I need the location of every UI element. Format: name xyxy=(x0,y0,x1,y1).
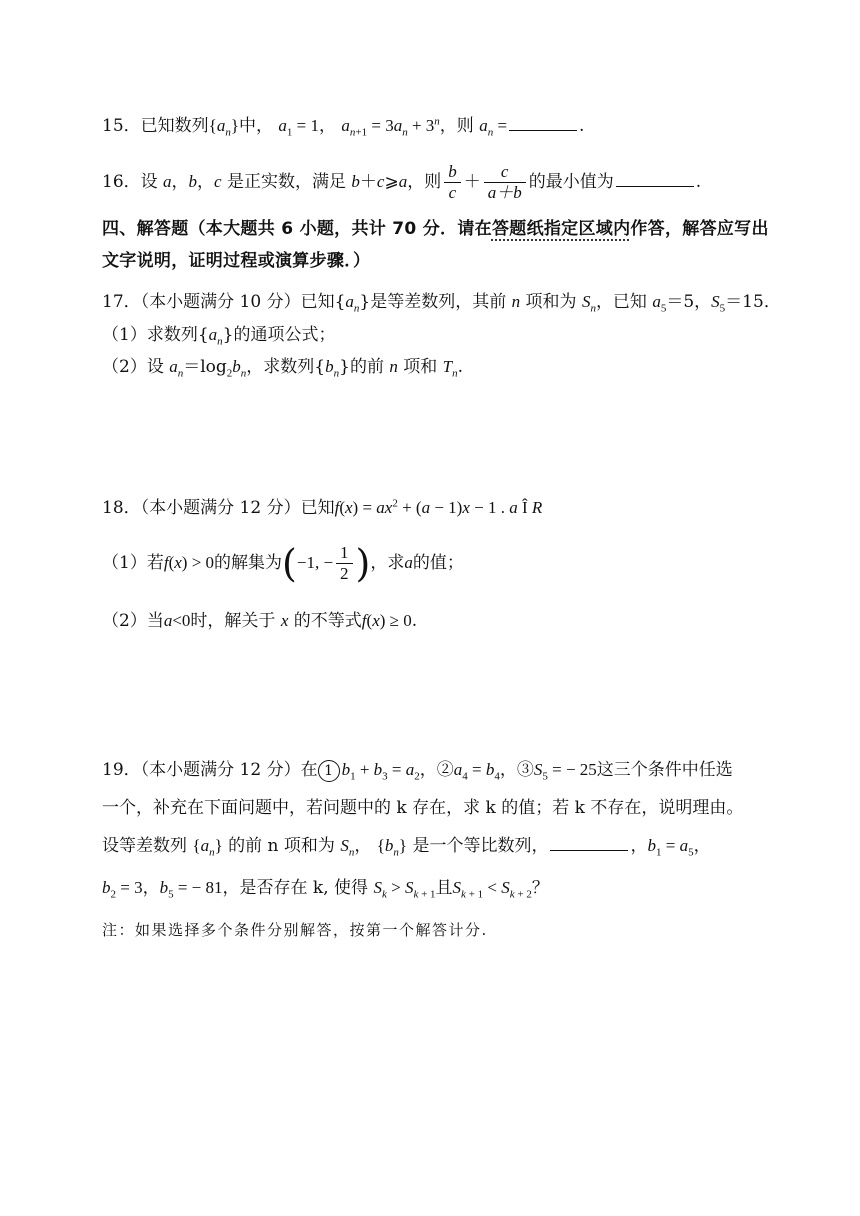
question-18-part1: （1）若f(x) > 0的解集为(−1, − $\frac{1}{2}$ )，求a的值； xyxy=(102,541,464,586)
q15-answer-blank[interactable] xyxy=(509,114,577,131)
condition-1-circle: 1 xyxy=(318,760,340,782)
q18-function: $f(x) = ax^2 + (a - 1)x - 1$ . a Î R xyxy=(334,497,543,517)
q16-frac-b-c: $\frac{b}{c}$ xyxy=(444,162,461,203)
q16-number: 16． xyxy=(102,172,141,192)
question-17-part2: （2）设 $a_n=\log_2b_n$，求数列$\{b_n\}$的前 n 项和 $T_n$. xyxy=(102,357,464,380)
question-18-head: 18．（本小题满分 12 分）已知$f(x) = ax^2 + (a - 1)x - 1$ . a Î R xyxy=(102,497,543,518)
q16-answer-blank[interactable] xyxy=(616,170,694,187)
q16-frac-c-ab: $\frac{c}{a+b}$ xyxy=(484,162,526,203)
question-19-line2: 一个，补充在下面问题中，若问题中的 k 存在，求 k 的值；若 k 不存在，说明理由。 xyxy=(102,798,744,818)
question-17-part1: （1）求数列$\{a_n\}$的通项公式； xyxy=(102,325,336,348)
question-18-part2: （2）当a<0时，解关于 x 的不等式f(x) ≥ 0. xyxy=(102,611,418,631)
q19-condition-blank[interactable] xyxy=(550,834,628,851)
section-4-emphasis: 答题纸指定区域内 xyxy=(491,219,631,239)
question-17-head: 17．（本小题满分 10 分）已知$\{a_n\}$是等差数列，其前 n 项和为 $S_n$，已知 $a_5=5$，$S_5=15$． xyxy=(102,292,781,315)
section-4-header-line1: 四、解答题（本大题共 6 小题，共计 70 分．请在答题纸指定区域内作答，解答应写出 xyxy=(102,219,769,239)
question-19-head: 19．（本小题满分 12 分）在 1 $b_1 + b_3 = a_2$，$②a_4 = b_4$，$③S_5$ = − 25这三个条件中任选 xyxy=(102,760,733,783)
q15-seq: $\{a_n\}$ xyxy=(208,116,239,139)
section-4-header-line2: 文字说明，证明过程或演算步骤．） xyxy=(102,251,371,271)
question-16: 16．设 a，b，c 是正实数，满足 b＋c⩾a，则 $\frac{b}{c}$ ＋ $\frac{c}{a+b}$ 的最小值为 . xyxy=(102,162,702,202)
q15-an: $a_n$ = xyxy=(479,116,508,139)
question-19-line4: $b_2 = 3$，$b_5$ = − 81，是否存在 k, 使得 $S_k > S_{k + 1}$且$S_{k + 1} < S_{k + 2}$？ xyxy=(102,878,549,901)
question-19-note: 注：如果选择多个条件分别解答，按第一个解答计分. xyxy=(102,921,488,939)
q15-recurrence: $a_{n+1} = 3a_n + 3^n$ xyxy=(341,115,440,139)
q18-frac-one-half: $\frac{1}{2}$ xyxy=(336,543,353,584)
q15-number: 15． xyxy=(102,116,141,136)
question-19-line3: 设等差数列 $\{a_n\}$ 的前 n 项和为 $S_n$， $\{b_n\}$ 是一个等比数列， ，$b_1 = a_5$， xyxy=(102,836,711,859)
q15-a1: $a_1 = 1$ xyxy=(278,116,319,139)
question-15: 15．已知数列$\{a_n\}$中， $a_1 = 1$， $a_{n+1} = 3a_n + 3^n$，则 $a_n$ = . xyxy=(102,115,585,139)
